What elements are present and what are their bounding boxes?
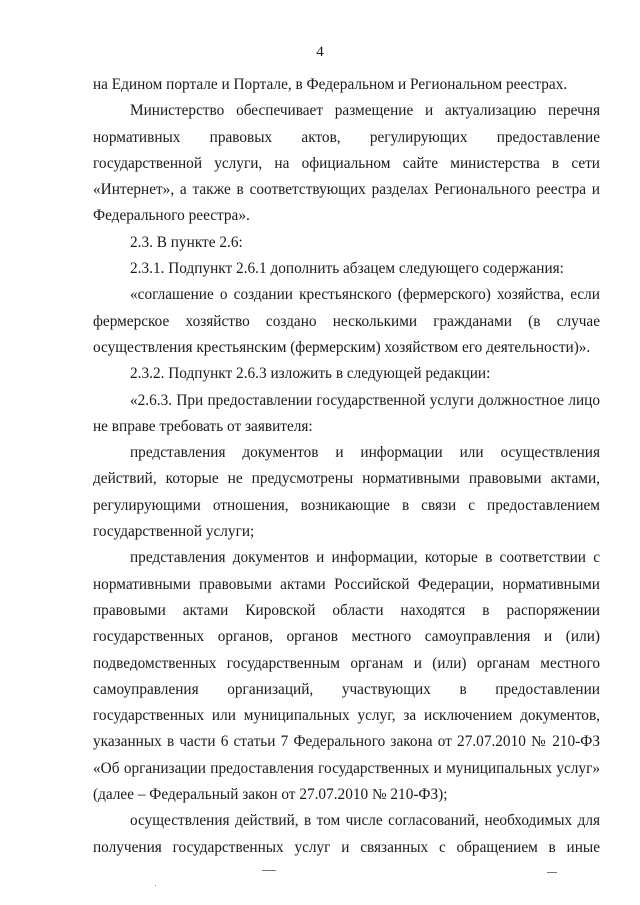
paragraph: «соглашение о создании крестьянского (фермерского) хозяйства, если фермерское хозяйство создано несколькими гражданами (в случае осуществления крестьянским (фермерским) хозяйством его деятельности)».	[93, 286, 600, 356]
paragraph: на Едином портале и Портале, в Федеральном и Региональном реестрах.	[93, 76, 568, 93]
scan-artifact	[155, 885, 156, 886]
page-number: 4	[316, 44, 324, 60]
paragraph: представления документов и информации, которые в соответствии с нормативными правовыми актами Российской Федерации, нормативными правовыми актами Кировской области находятся в распоряжении государственных органов, органов местного самоуправления и (или) подведомственных государственным органам и (или) органам местного самоуправления организаций, участвующих в предоставлении государственных или муниципальных услуг, за исключением документов, указанных в части 6 статьи 7 Федерального закона от 27.07.2010 № 210-ФЗ «Об организации предоставления государственных и муниципальных услуг» (далее – Федеральный закон от 27.07.2010 № 210-ФЗ);	[93, 549, 600, 804]
paragraph: представления документов и информации или осуществления действий, которые не предусмотрены нормативными правовыми актами, регулирующими отношения, возникающие в связи с предоставлением государственной услуги;	[93, 444, 600, 541]
scan-artifact	[262, 870, 276, 871]
paragraph: 2.3. В пункте 2.6:	[130, 233, 243, 251]
paragraph: 2.3.2. Подпункт 2.6.3 изложить в следующей редакции:	[130, 365, 491, 383]
paragraph: 2.3.1. Подпункт 2.6.1 дополнить абзацем следующего содержания:	[130, 260, 564, 278]
scan-artifact	[547, 872, 557, 873]
paragraph: осуществления действий, в том числе согласований, необходимых для получения государственных услуг и связанных с обращением в иные	[93, 812, 600, 856]
paragraph: «2.6.3. При предоставлении государственной услуги должностное лицо не вправе требовать от заявителя:	[93, 391, 600, 435]
paragraph: Министерство обеспечивает размещение и актуализацию перечня нормативных правовых актов, регулирующих предоставление государственной услуги, на официальном сайте министерства в сети «Интернет», а также в соответствующих разделах Регионального реестра и Федерального реестра».	[93, 102, 600, 225]
document-body	[93, 72, 600, 861]
